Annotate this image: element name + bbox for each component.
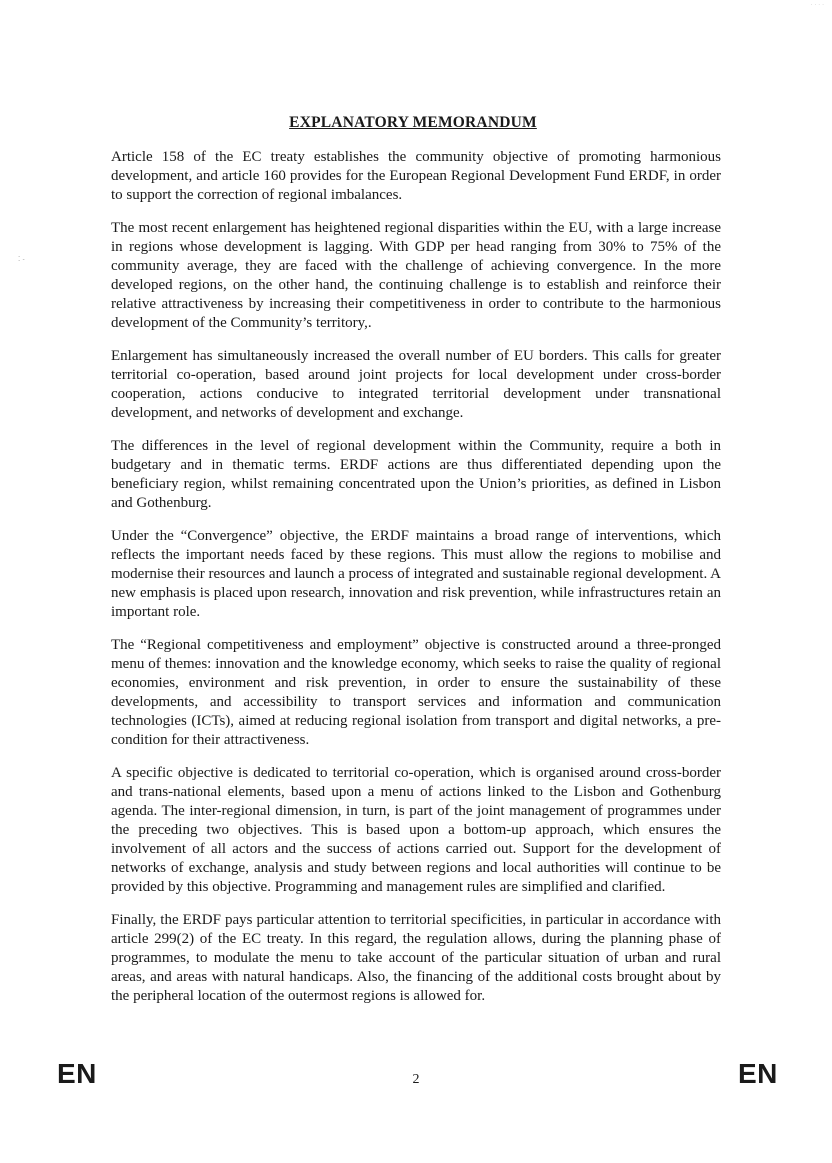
paragraph-7: A specific objective is dedicated to territorial co-operation, which is organised around cross-border and trans-national elements, based upon a menu of actions linked to the Lisbon and Gothenburg agenda. The inter-regional dimension, in turn, is part of the joint management of programmes under the preceding two objectives. This is based upon a bottom-up approach, which ensures the involvement of all actors and the success of actions carried out. Support for the development of networks of exchange, analysis and study between regions and local authorities will continue to be provided by this objective. Programming and management rules are simplified and clarified. (111, 765, 721, 895)
memorandum-body (111, 148, 721, 1020)
paragraph-1: Article 158 of the EC treaty establishes the community objective of promoting harmonious development, and article 160 provides for the European Regional Development Fund ERDF, in order to support the correction of regional imbalances. (111, 149, 721, 203)
document-title: EXPLANATORY MEMORANDUM (289, 114, 537, 131)
footer-language-left: EN (57, 1058, 97, 1089)
page-number: 2 (412, 1072, 420, 1087)
paragraph-4: The differences in the level of regional development within the Community, require a both in budgetary and in thematic terms. ERDF actions are thus differentiated depending upon the beneficiary region, whilst remaining concentrated upon the Union’s priorities, as defined in Lisbon and Gothenburg. (111, 438, 721, 511)
footer-language-right: EN (738, 1058, 778, 1089)
margin-scan-mark: ⁚ ˗ (18, 255, 25, 263)
paragraph-8: Finally, the ERDF pays particular attention to territorial specificities, in particular in accordance with article 299(2) of the EC treaty. In this regard, the regulation allows, during the planning phase of programmes, to modulate the menu to take account of the particular situation of urban and rural areas, and areas with natural handicaps. Also, the financing of the additional costs brought about by the peripheral location of the outermost regions is allowed for. (111, 912, 721, 1004)
paragraph-2: The most recent enlargement has heightened regional disparities within the EU, with a large increase in regions whose development is lagging. With GDP per head ranging from 30% to 75% of the community average, they are faced with the challenge of achieving convergence. In the more developed regions, on the other hand, the continuing challenge is to establish and reinforce their relative attractiveness by increasing their competitiveness in order to contribute to the harmonious development of the Community’s territory,. (111, 220, 721, 331)
scan-artifact: · · · · (810, 2, 824, 9)
paragraph-6: The “Regional competitiveness and employment” objective is constructed around a three-pronged menu of themes: innovation and the knowledge economy, which seeks to raise the quality of regional economies, environment and risk prevention, in order to ensure the sustainability of these developments, and accessibility to transport services and information and communication technologies (ICTs), aimed at reducing regional isolation from transport and digital networks, a pre-condition for their attractiveness. (111, 637, 721, 748)
paragraph-5: Under the “Convergence” objective, the ERDF maintains a broad range of interventions, which reflects the important needs faced by these regions. This must allow the regions to mobilise and modernise their resources and launch a process of integrated and sustainable regional development. A new emphasis is placed upon research, innovation and risk prevention, while infrastructures retain an important role. (111, 528, 721, 621)
paragraph-3: Enlargement has simultaneously increased the overall number of EU borders. This calls for greater territorial co-operation, based around joint projects for local development under cross-border cooperation, actions conducive to integrated territorial development under transnational development, and networks of development and exchange. (111, 348, 721, 421)
